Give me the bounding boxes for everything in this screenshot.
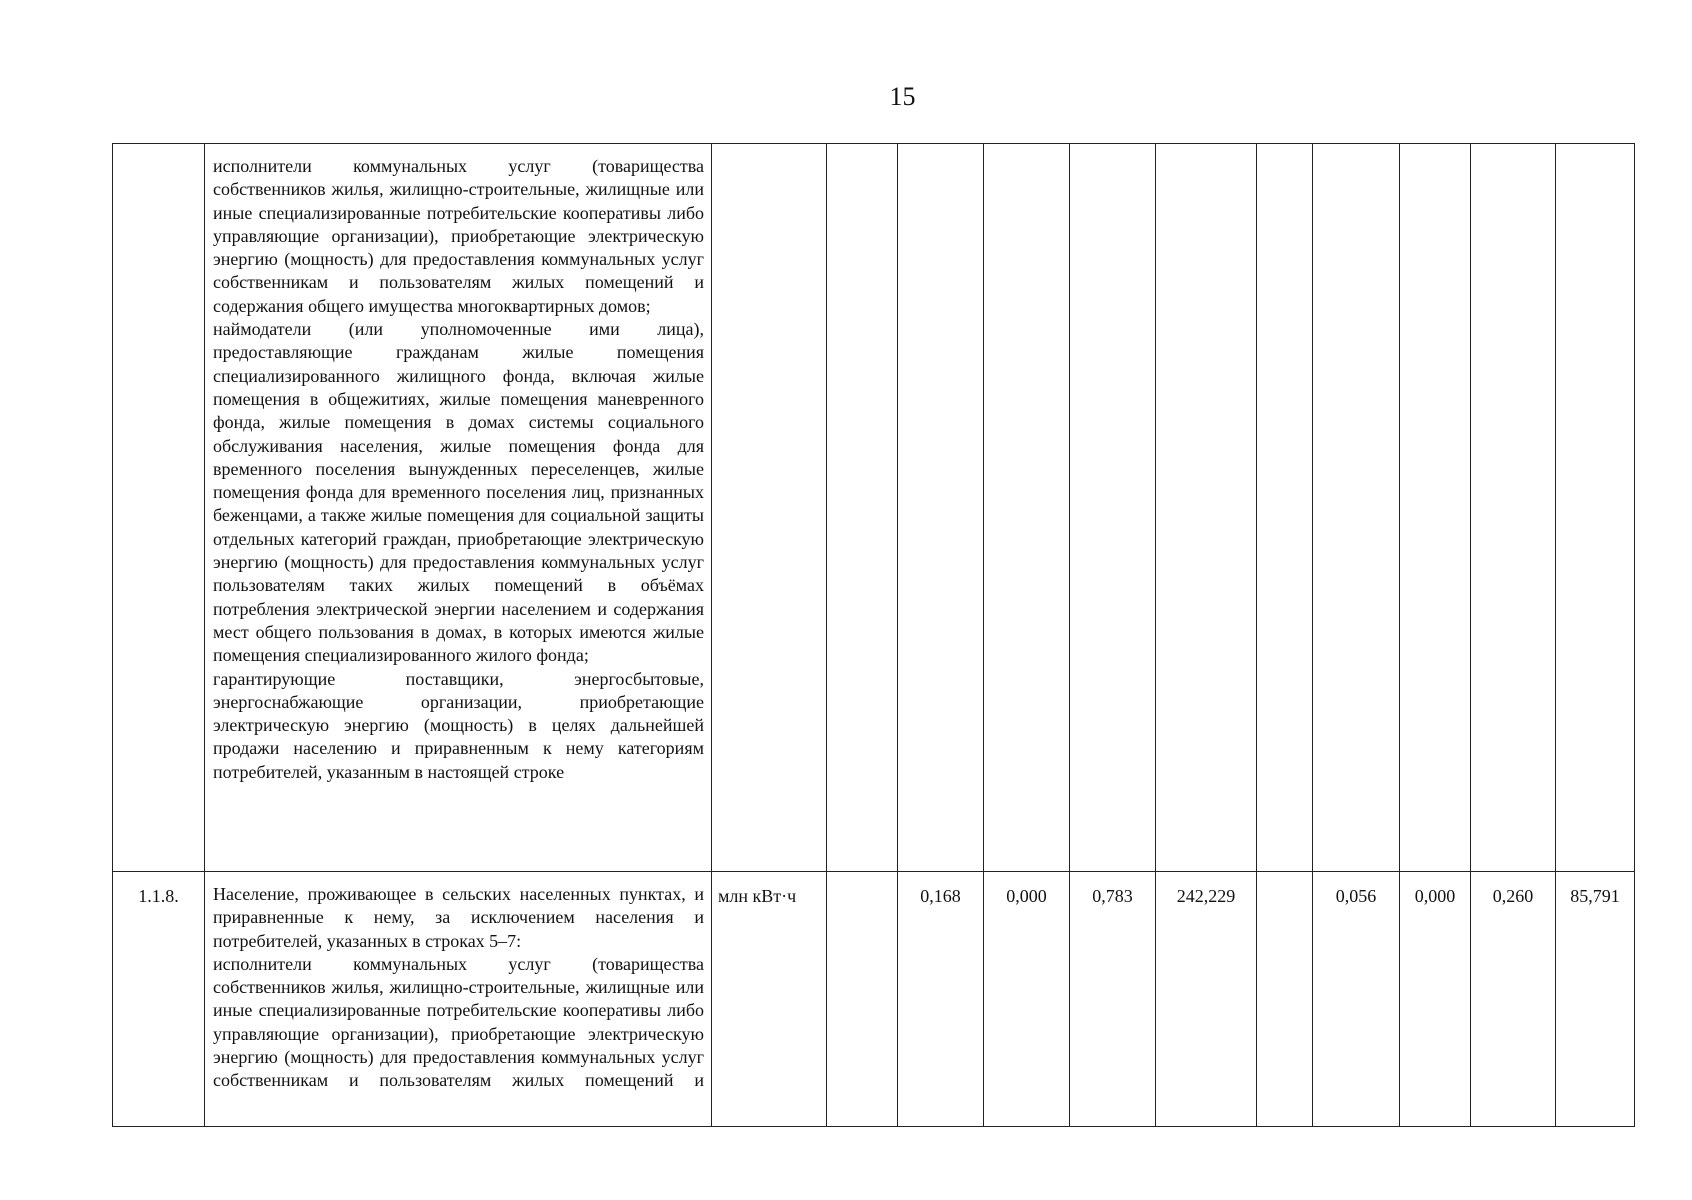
- data-table: [112, 143, 1635, 1127]
- value-cell: 0,000: [1400, 872, 1471, 1127]
- row-description: [205, 872, 712, 1127]
- value-cell: [827, 144, 898, 872]
- value-cell: 0,260: [1471, 872, 1556, 1127]
- value-cell: [1313, 144, 1400, 872]
- description-paragraph: исполнители коммунальных услуг (товарищества собственников жилья, жилищно-строительные, жилищные или иные специализированные потребительские кооперативы либо управляющие организации), приобретающие электрическую энергию (мощность) для предоставления коммунальных услуг собственникам и пользователям жилых помещений и содержания общего имущества многоквартирных домов;: [213, 156, 704, 316]
- table-row: [113, 144, 1635, 872]
- value-cell: 85,791: [1556, 872, 1635, 1127]
- value-cell: [1156, 144, 1257, 872]
- value-cell: 242,229: [1156, 872, 1257, 1127]
- value-cell: [827, 872, 898, 1127]
- row-code: 1.1.8.: [113, 872, 205, 1127]
- row-unit: млн кВт·ч: [712, 872, 827, 1127]
- value-cell: [1070, 144, 1156, 872]
- row-unit: [712, 144, 827, 872]
- value-cell: 0,000: [984, 872, 1070, 1127]
- description-paragraph: гарантирующие поставщики, энергосбытовые, энергоснабжающие организации, приобретающие электрическую энергию (мощность) в целях дальнейшей продажи населению и приравненным к нему категориям потребителей, указанным в настоящей строке: [213, 668, 704, 782]
- value-cell: 0,783: [1070, 872, 1156, 1127]
- row-description: [205, 144, 712, 872]
- description-paragraph: исполнители коммунальных услуг (товарищества собственников жилья, жилищно-строительные, жилищные или иные специализированные потребительские кооперативы либо управляющие организации), приобретающие электрическую энергию (мощность) для предоставления коммунальных услуг собственникам и пользователям жилых помещений и: [213, 953, 704, 1091]
- value-cell: [1257, 144, 1313, 872]
- value-cell: [1257, 872, 1313, 1127]
- value-cell: [1400, 144, 1471, 872]
- description-paragraph: Население, проживающее в сельских населенных пунктах, и приравненные к нему, за исключением населения и потребителей, указанных в строках 5–7:: [213, 884, 704, 951]
- page-number: 15: [889, 82, 916, 111]
- value-cell: [1471, 144, 1556, 872]
- value-cell: [898, 144, 984, 872]
- value-cell: 0,056: [1313, 872, 1400, 1127]
- description-paragraph: наймодатели (или уполномоченные ими лица), предоставляющие гражданам жилые помещения специализированного жилищного фонда, включая жилые помещения в общежитиях, жилые помещения маневренного фонда, жилые помещения в домах системы социального обслуживания населения, жилые помещения фонда для временного поселения вынужденных переселенцев, жилые помещения фонда для временного поселения лиц, признанных беженцами, а также жилые помещения для социальной защиты отдельных категорий граждан, приобретающие электрическую энергию (мощность) для предоставления коммунальных услуг пользователям таких жилых помещений в объёмах потребления электрической энергии населением и содержания мест общего пользования в домах, в которых имеются жилые помещения специализированного жилого фонда;: [213, 319, 704, 666]
- value-cell: [984, 144, 1070, 872]
- value-cell: 0,168: [898, 872, 984, 1127]
- row-code: [113, 144, 205, 872]
- value-cell: [1556, 144, 1635, 872]
- table-row: [113, 872, 1635, 1127]
